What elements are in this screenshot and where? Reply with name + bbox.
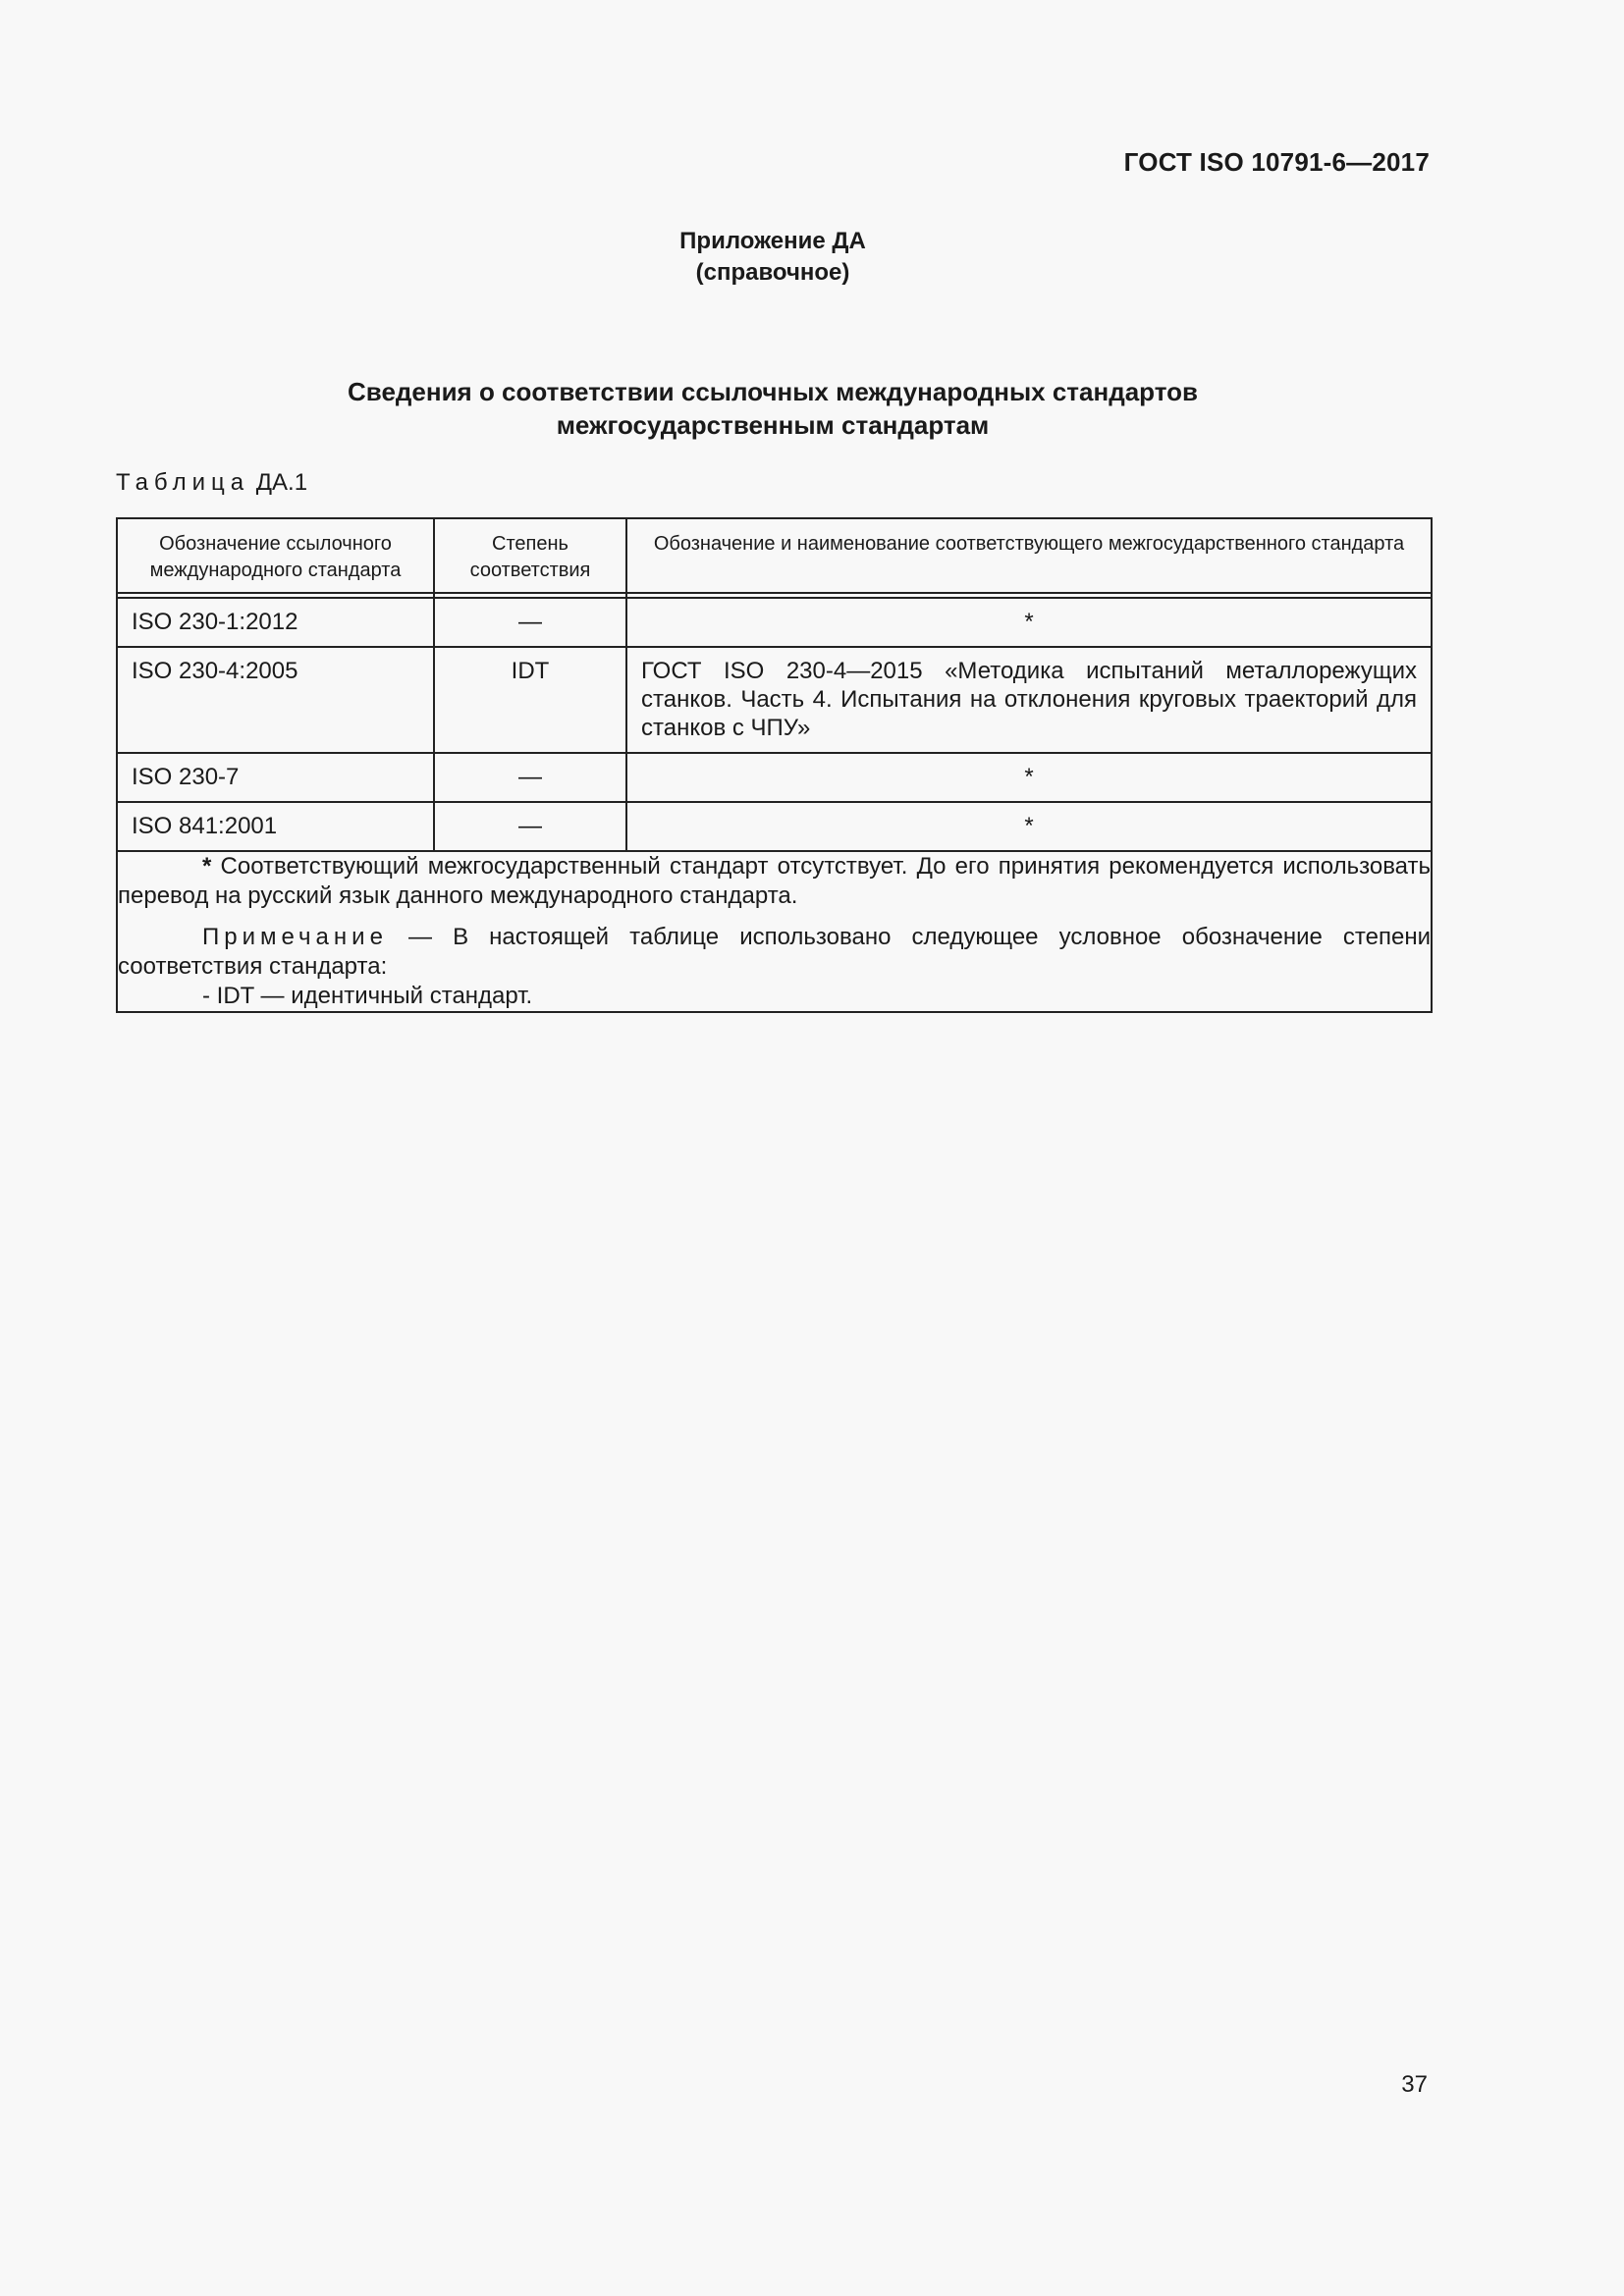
appendix-title: Приложение ДА [679, 228, 866, 254]
correspondence-table [116, 517, 1433, 1013]
table-row [117, 802, 1432, 851]
table-notes [117, 851, 1432, 1012]
table-row [117, 647, 1432, 753]
header-national-standard: Обозначение и наименование соответствующего межгосударственного стандарта [626, 518, 1432, 593]
section-title-line-1: Сведения о соответствии ссылочных международных стандартов [348, 377, 1198, 406]
table-header-row [117, 518, 1432, 593]
table-caption-prefix: Таблица [116, 469, 250, 496]
document-code: ГОСТ ISO 10791-6—2017 [1123, 147, 1430, 177]
cell-degree: IDT [434, 647, 626, 753]
cell-degree: — [434, 802, 626, 851]
table-caption [116, 469, 307, 497]
header-degree: Степень соответствия [434, 518, 626, 593]
table-notes-row [117, 851, 1432, 1012]
table-row [117, 753, 1432, 802]
cell-intl: ISO 230-7 [117, 753, 434, 802]
section-title-line-2: межгосударственным стандартам [556, 410, 990, 440]
footnote-text: Соответствующий межгосударственный стандарт отсутствует. До его принятия рекомендуется использовать перевод на русский язык данного международного стандарта. [118, 853, 1431, 909]
header-intl-standard: Обозначение ссылочного международного стандарта [117, 518, 434, 593]
note [118, 923, 1431, 982]
footnote [118, 852, 1431, 911]
footnote-mark: * [202, 853, 212, 880]
cell-national: * [626, 802, 1432, 851]
note-text: — В настоящей таблице использовано следующее условное обозначение степени соответствия стандарта: [118, 924, 1431, 980]
table-row [117, 598, 1432, 647]
note-label: Примечание [202, 924, 388, 950]
page-number: 37 [1401, 2071, 1428, 2098]
cell-national: ГОСТ ISO 230-4—2015 «Методика испытаний металлорежущих станков. Часть 4. Испытания на отклонения круговых траекторий для станков с ЧПУ» [626, 647, 1432, 753]
appendix-subtitle: (справочное) [695, 259, 850, 286]
cell-degree: — [434, 598, 626, 647]
cell-intl: ISO 230-1:2012 [117, 598, 434, 647]
cell-national: * [626, 598, 1432, 647]
cell-national: * [626, 753, 1432, 802]
cell-intl: ISO 841:2001 [117, 802, 434, 851]
table-caption-id: ДА.1 [255, 469, 308, 496]
cell-intl: ISO 230-4:2005 [117, 647, 434, 753]
section-title [0, 375, 1545, 442]
appendix-heading [0, 226, 1545, 289]
cell-degree: — [434, 753, 626, 802]
note-item: - IDT — идентичный стандарт. [202, 983, 533, 1009]
